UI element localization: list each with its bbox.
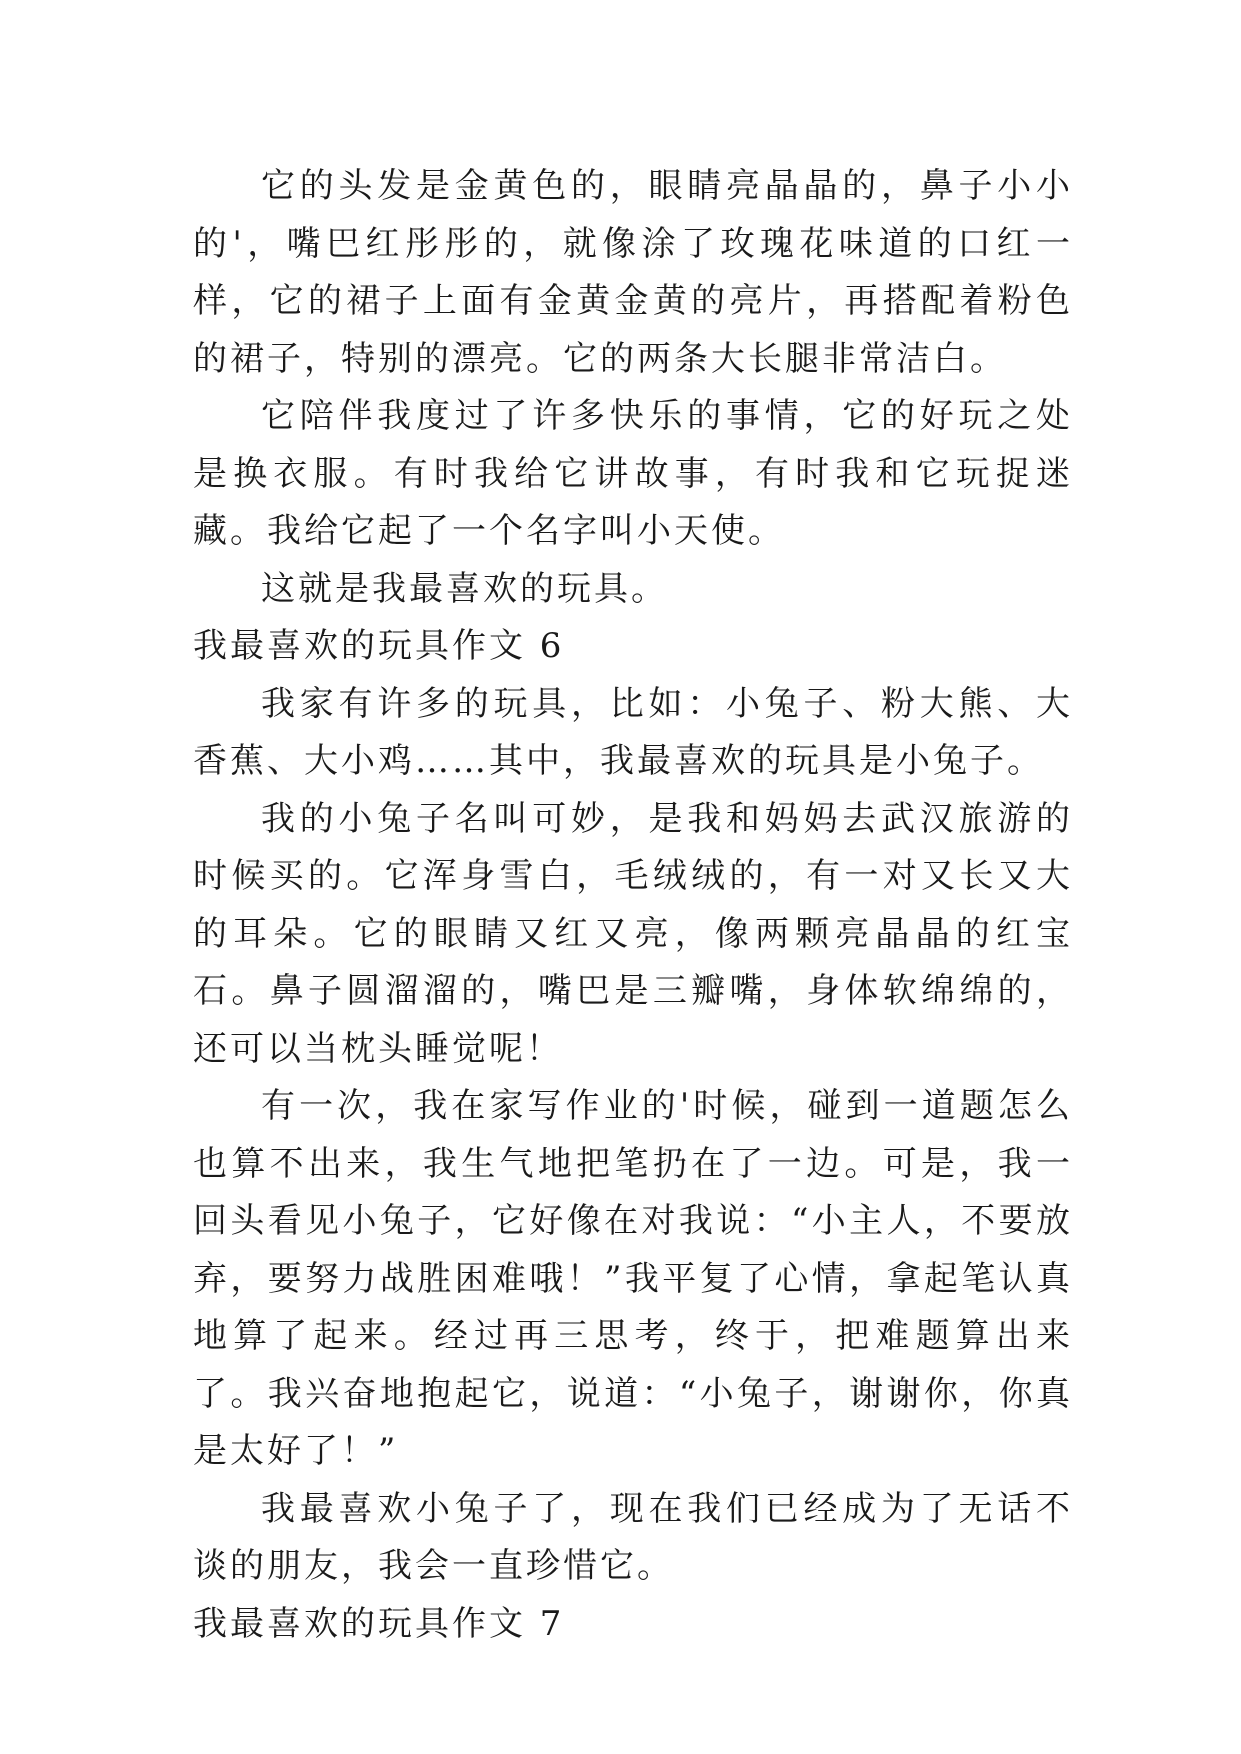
document-body bbox=[193, 158, 1073, 1653]
section-heading: 我最喜欢的玩具作文 7 bbox=[193, 1603, 565, 1644]
paragraph: 我最喜欢小兔子了，现在我们已经成为了无话不谈的朋友，我会一直珍惜它。 bbox=[193, 1488, 1073, 1586]
paragraph: 有一次，我在家写作业的'时候，碰到一道题怎么也算不出来，我生气地把笔扔在了一边。可是，我一回头看见小兔子，它好像在对我说：“小主人，不要放弃，要努力战胜困难哦！”我平复了心情，拿起笔认真地算了起来。经过再三思考，终于，把难题算出来了。我兴奋地抱起它，说道：“小兔子，谢谢你，你真是太好了！” bbox=[193, 1086, 1073, 1471]
paragraph: 它陪伴我度过了许多快乐的事情，它的好玩之处是换衣服。有时我给它讲故事，有时我和它玩捉迷藏。我给它起了一个名字叫小天使。 bbox=[193, 396, 1073, 551]
section-heading: 我最喜欢的玩具作文 6 bbox=[193, 626, 565, 666]
paragraph: 我家有许多的玩具，比如：小兔子、粉大熊、大香蕉、大小鸡……其中，我最喜欢的玩具是小兔子。 bbox=[193, 683, 1073, 781]
paragraph: 我的小兔子名叫可妙，是我和妈妈去武汉旅游的时候买的。它浑身雪白，毛绒绒的，有一对又长又大的耳朵。它的眼睛又红又亮，像两颗亮晶晶的红宝石。鼻子圆溜溜的，嘴巴是三瓣嘴，身体软绵绵的，还可以当枕头睡觉呢！ bbox=[193, 798, 1073, 1069]
paragraph: 这就是我最喜欢的玩具。 bbox=[261, 568, 668, 609]
paragraph: 它的头发是金黄色的，眼睛亮晶晶的，鼻子小小的'，嘴巴红彤彤的，就像涂了玫瑰花味道的口红一样，它的裙子上面有金黄金黄的亮片，再搭配着粉色的裙子，特别的漂亮。它的两条大长腿非常洁白。 bbox=[193, 166, 1073, 379]
